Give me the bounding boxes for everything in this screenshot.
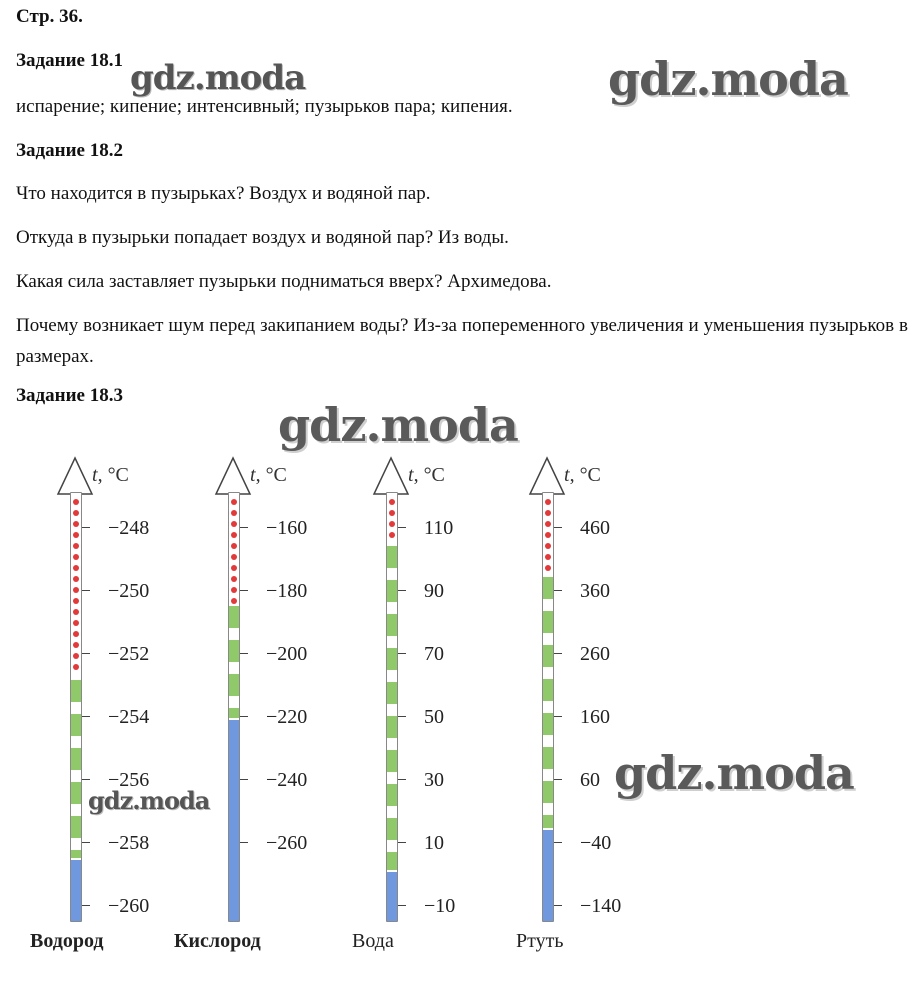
tick-mark: [82, 527, 90, 528]
tick-label: 90: [424, 580, 444, 602]
tick-label: −200: [266, 643, 308, 665]
gas-dot: [73, 532, 79, 538]
tick-label: −10: [424, 895, 456, 917]
thermometer-4: [518, 450, 678, 970]
tick-label: −240: [266, 769, 308, 791]
gas-dot: [231, 554, 237, 560]
gas-dot: [231, 510, 237, 516]
watermark: gdz.moda: [130, 58, 306, 98]
tick-label: 260: [580, 643, 610, 665]
liquid-segment: [543, 815, 553, 828]
tick-mark: [554, 653, 562, 654]
tick-label: −180: [266, 580, 308, 602]
gas-dot: [73, 521, 79, 527]
tick-mark: [398, 779, 406, 780]
gas-dot: [389, 510, 395, 516]
tick-mark: [240, 842, 248, 843]
gas-dot: [73, 543, 79, 549]
tick-label: −248: [108, 517, 150, 539]
gas-dot: [73, 620, 79, 626]
task-18-3-title: Задание 18.3: [16, 385, 123, 406]
substance-name: Кислород: [174, 930, 261, 952]
gas-dot: [73, 653, 79, 659]
tick-mark: [82, 905, 90, 906]
liquid-segment: [71, 680, 81, 702]
tick-label: −220: [266, 706, 308, 728]
liquid-segment: [387, 716, 397, 738]
solid-fill: [387, 872, 397, 921]
tick-label: −40: [580, 832, 612, 854]
tick-label: 160: [580, 706, 610, 728]
tick-mark: [554, 905, 562, 906]
axis-unit: , °C: [255, 464, 287, 486]
gas-dot: [73, 598, 79, 604]
gas-dot: [231, 587, 237, 593]
tick-mark: [398, 527, 406, 528]
tick-mark: [554, 779, 562, 780]
liquid-segment: [543, 713, 553, 735]
tick-label: −252: [108, 643, 150, 665]
task-18-2-qa-4: Почему возникает шум перед закипанием воды? Из-за попеременного увеличения и уменьшения пузырьков в размерах.: [16, 315, 908, 367]
solid-fill: [71, 860, 81, 921]
tick-label: −260: [108, 895, 150, 917]
liquid-segment: [387, 682, 397, 704]
tick-label: 110: [424, 517, 454, 539]
gas-dot: [545, 521, 551, 527]
axis-label: [92, 464, 129, 487]
tick-mark: [398, 716, 406, 717]
tick-mark: [398, 905, 406, 906]
liquid-segment: [71, 850, 81, 857]
liquid-segment: [387, 648, 397, 670]
gas-dot: [73, 576, 79, 582]
gas-dot: [545, 510, 551, 516]
tick-mark: [82, 779, 90, 780]
liquid-segment: [543, 747, 553, 769]
liquid-segment: [387, 818, 397, 840]
gas-dot: [389, 532, 395, 538]
liquid-segment: [71, 714, 81, 736]
liquid-segment: [229, 640, 239, 662]
tick-mark: [240, 653, 248, 654]
gas-dot: [231, 532, 237, 538]
task-18-2-qa-2: Откуда в пузырьки попадает воздух и водяной пар? Из воды.: [16, 227, 509, 248]
gas-dot: [73, 554, 79, 560]
liquid-segment: [543, 679, 553, 701]
watermark: gdz.moda: [614, 746, 854, 800]
thermometer-tube: [542, 492, 554, 922]
tick-label: −254: [108, 706, 150, 728]
gas-dot: [73, 499, 79, 505]
tick-label: −260: [266, 832, 308, 854]
gas-dot: [545, 532, 551, 538]
thermometer-tube: [70, 492, 82, 922]
liquid-segment: [543, 577, 553, 599]
task-18-2-qa-1: Что находится в пузырьках? Воздух и водяной пар.: [16, 183, 431, 204]
thermometer-tube: [386, 492, 398, 922]
gas-dot: [545, 499, 551, 505]
tick-mark: [240, 779, 248, 780]
task-18-1-title: Задание 18.1: [16, 50, 123, 71]
liquid-segment: [543, 645, 553, 667]
tick-label: −250: [108, 580, 150, 602]
liquid-segment: [229, 606, 239, 628]
watermark: gdz.moda: [278, 398, 518, 452]
liquid-segment: [229, 674, 239, 696]
tick-mark: [240, 716, 248, 717]
gas-dot: [231, 576, 237, 582]
tick-mark: [240, 527, 248, 528]
thermometer-1: [30, 450, 206, 970]
gas-dot: [73, 609, 79, 615]
tick-mark: [554, 590, 562, 591]
watermark: gdz.moda: [88, 786, 210, 815]
tick-mark: [398, 590, 406, 591]
tick-label: 460: [580, 517, 610, 539]
watermark: gdz.moda: [608, 52, 848, 106]
task-18-2-title: Задание 18.2: [16, 140, 123, 161]
tick-label: −140: [580, 895, 622, 917]
tick-mark: [554, 716, 562, 717]
tick-mark: [82, 590, 90, 591]
liquid-segment: [387, 852, 397, 869]
liquid-segment: [387, 750, 397, 772]
gas-dot: [545, 554, 551, 560]
axis-label: [250, 464, 287, 487]
tick-label: 50: [424, 706, 444, 728]
liquid-segment: [229, 708, 239, 719]
liquid-segment: [387, 614, 397, 636]
gas-dot: [389, 499, 395, 505]
axis-unit: , °C: [413, 464, 445, 486]
substance-name: Вода: [352, 930, 394, 952]
gas-dot: [73, 664, 79, 670]
tick-mark: [554, 842, 562, 843]
tick-label: −160: [266, 517, 308, 539]
task-18-2-qa-3: Какая сила заставляет пузырьки подниматься вверх? Архимедова.: [16, 271, 552, 292]
liquid-segment: [543, 611, 553, 633]
tick-mark: [398, 842, 406, 843]
tick-label: 70: [424, 643, 444, 665]
axis-unit: , °C: [97, 464, 129, 486]
tick-mark: [82, 842, 90, 843]
tick-mark: [240, 590, 248, 591]
gas-dot: [231, 565, 237, 571]
thermometer-tube: [228, 492, 240, 922]
tick-label: −258: [108, 832, 150, 854]
liquid-segment: [387, 546, 397, 568]
liquid-segment: [543, 781, 553, 803]
substance-name: Водород: [30, 930, 104, 952]
liquid-segment: [71, 782, 81, 804]
tick-label: −256: [108, 769, 150, 791]
liquid-segment: [387, 784, 397, 806]
gas-dot: [389, 521, 395, 527]
liquid-segment: [71, 816, 81, 838]
gas-dot: [231, 543, 237, 549]
task-18-1-answer: испарение; кипение; интенсивный; пузырьков пара; кипения.: [16, 96, 513, 117]
axis-symbol: t: [92, 464, 98, 486]
gas-dot: [231, 521, 237, 527]
solid-fill: [543, 830, 553, 921]
thermometer-3: [352, 450, 522, 970]
tick-label: 60: [580, 769, 600, 791]
gas-dot: [231, 499, 237, 505]
gas-dot: [73, 587, 79, 593]
page-ref: Стр. 36.: [16, 6, 83, 27]
gas-dot: [73, 565, 79, 571]
gas-dot: [73, 631, 79, 637]
tick-label: 30: [424, 769, 444, 791]
axis-label: [408, 464, 445, 487]
substance-name: Ртуть: [516, 930, 564, 952]
gas-dot: [73, 510, 79, 516]
gas-dot: [231, 598, 237, 604]
liquid-segment: [71, 748, 81, 770]
axis-symbol: t: [408, 464, 414, 486]
tick-mark: [398, 653, 406, 654]
gas-dot: [73, 642, 79, 648]
tick-mark: [554, 527, 562, 528]
tick-label: 360: [580, 580, 610, 602]
gas-dot: [545, 543, 551, 549]
tick-mark: [82, 653, 90, 654]
thermometer-2: [174, 450, 364, 970]
axis-unit: , °C: [569, 464, 601, 486]
axis-label: [564, 464, 601, 487]
tick-mark: [82, 716, 90, 717]
tick-label: 10: [424, 832, 444, 854]
liquid-segment: [387, 580, 397, 602]
solid-fill: [229, 720, 239, 921]
gas-dot: [545, 565, 551, 571]
axis-symbol: t: [564, 464, 570, 486]
axis-symbol: t: [250, 464, 256, 486]
